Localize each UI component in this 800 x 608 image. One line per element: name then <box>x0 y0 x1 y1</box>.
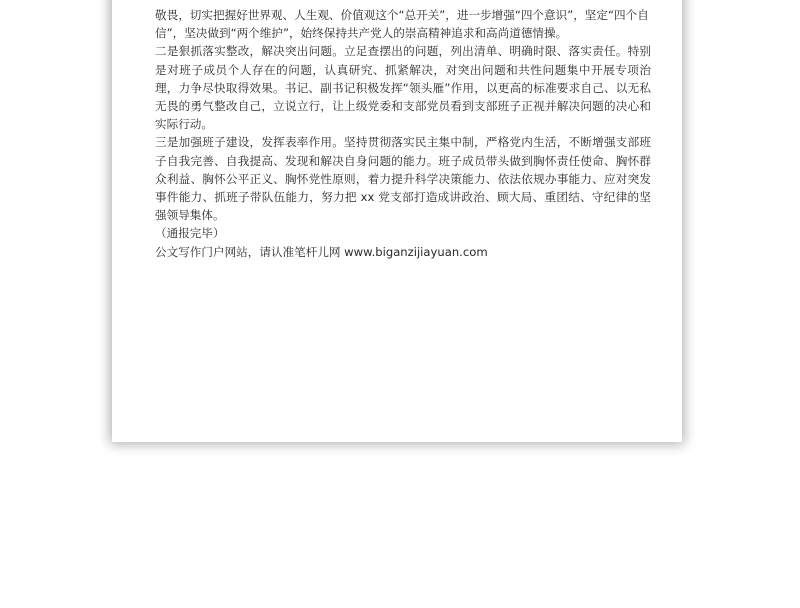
paragraph-rectification: 二是狠抓落实整改，解决突出问题。立足查摆出的问题，列出清单、明确时限、落实责任。特别是对班子成员个人存在的问题，认真研究、抓紧解决，对突出问题和共性问题集中开展专项治理，力争尽快取得效果。书记、副书记积极发挥“领头雁”作用，以更高的标准要求自己、以无私无畏的勇气整改自己，立说立行，让上级党委和支部党员看到支部班子正视并解决问题的决心和实际行动。 <box>155 44 651 132</box>
document-content <box>155 6 651 261</box>
closing-note: （通报完毕） <box>155 226 225 241</box>
footer-note: 公文写作门户网站，请认准笔杆儿网 www.biganzijiayuan.com <box>155 244 488 259</box>
paragraph-team-building: 三是加强班子建设，发挥表率作用。坚持贯彻落实民主集中制，严格党内生活，不断增强支部班子自我完善、自我提高、发现和解决自身问题的能力。班子成员带头做到胸怀责任使命、胸怀群众利益、胸怀公平正义、胸怀党性原则，着力提升科学决策能力、依法依规办事能力、应对突发事件能力、抓班子带队伍能力，努力把 xx 党支部打造成讲政治、顾大局、重团结、守纪律的坚强领导集体。 <box>155 135 651 223</box>
partial-top-line: 敬畏，切实把握好世界观、人生观、价值观这个“总开关”，进一步增强“四个意识”，坚定“四个自 <box>155 8 649 22</box>
partial-second-line: 信”，坚决做到“两个维护”，始终保持共产党人的崇高精神追求和高尚道德情操。 <box>155 26 568 41</box>
